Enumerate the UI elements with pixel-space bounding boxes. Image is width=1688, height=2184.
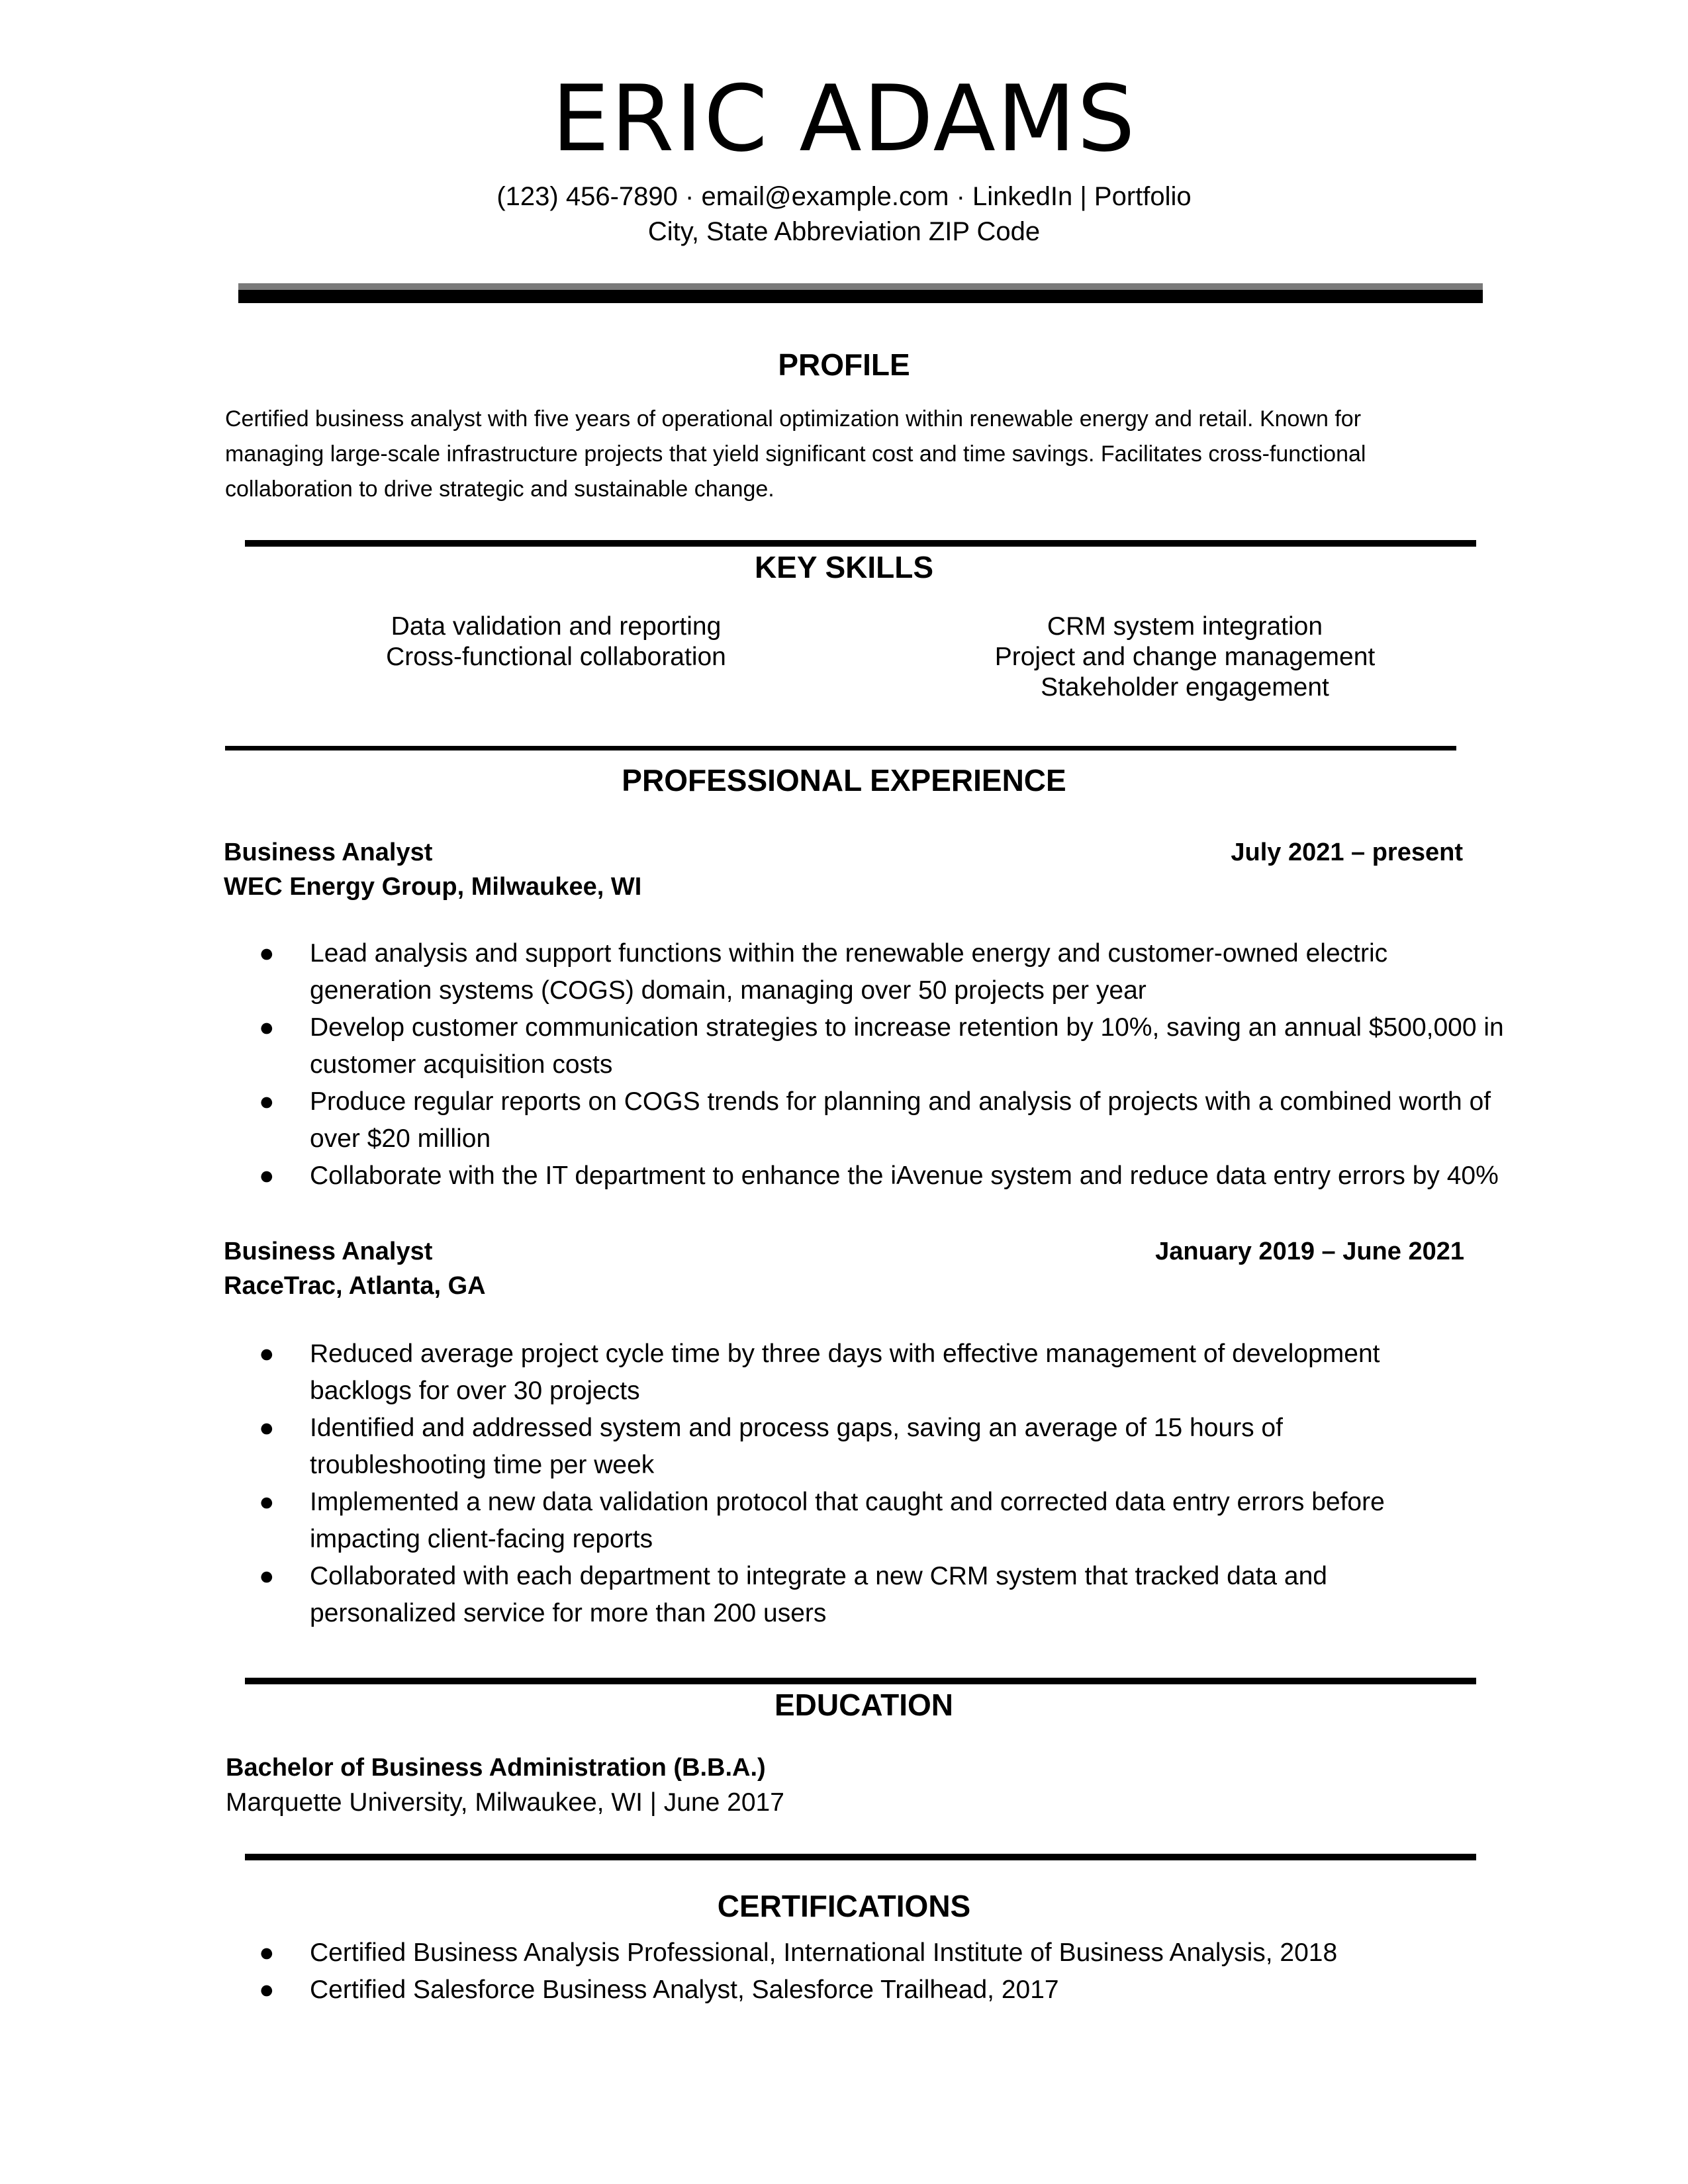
job-title: Business Analyst — [224, 839, 433, 866]
job-dates: January 2019 – June 2021 — [1155, 1238, 1464, 1265]
job-company: RaceTrac, Atlanta, GA — [224, 1272, 486, 1300]
experience-heading: PROFESSIONAL EXPERIENCE — [622, 763, 1066, 797]
profile-summary — [225, 402, 1470, 507]
profile-line: collaboration to drive strategic and sustainable change. — [225, 477, 774, 502]
profile-line: Certified business analyst with five years of operational optimization within renewable energy and retail. Known for — [225, 406, 1362, 432]
profile-heading: PROFILE — [778, 347, 910, 382]
experience-divider — [245, 1678, 1476, 1684]
certification-list — [224, 1934, 1534, 2009]
bullet-icon: ● — [259, 1087, 275, 1116]
skills-left-column — [291, 612, 821, 672]
skill-item: Project and change management — [994, 643, 1376, 671]
bullet-icon: ● — [259, 1161, 275, 1190]
education-divider — [245, 1854, 1476, 1860]
profile-divider — [245, 540, 1476, 547]
list-item: ● Produce regular reports on COGS trends for planning and analysis of projects with a combined worth of over $20 million — [224, 1083, 1534, 1158]
education-heading: EDUCATION — [774, 1688, 954, 1722]
contact-line: (123) 456-7890 · email@example.com · LinkedIn | Portfolio — [496, 182, 1192, 211]
bullet-icon: ● — [259, 1013, 275, 1042]
skill-item: Stakeholder engagement — [1041, 673, 1329, 702]
skills-right-column — [920, 612, 1450, 703]
skills-heading: KEY SKILLS — [754, 550, 934, 584]
skills-divider — [225, 746, 1456, 751]
job-dates: July 2021 – present — [1231, 839, 1463, 866]
skill-item: Data validation and reporting — [391, 612, 722, 641]
profile-line: managing large-scale infrastructure projects that yield significant cost and time savings. Facilitates cross-functional — [225, 441, 1366, 467]
education-school: Marquette University, Milwaukee, WI | June 2017 — [226, 1788, 784, 1817]
header-divider — [238, 283, 1483, 303]
bullet-icon: ● — [259, 1340, 275, 1368]
bullet-icon: ● — [259, 1938, 275, 1967]
bullet-icon: ● — [259, 1562, 275, 1590]
skill-item: CRM system integration — [1047, 612, 1323, 641]
job-company: WEC Energy Group, Milwaukee, WI — [224, 873, 642, 901]
job-title: Business Analyst — [224, 1238, 433, 1265]
list-item: ● Lead analysis and support functions within the renewable energy and customer-owned electric generation systems (COGS) domain, managing over 50 projects per year — [224, 935, 1534, 1009]
bullet-icon: ● — [259, 1976, 275, 2004]
list-item: ● Certified Business Analysis Professional, International Institute of Business Analysis, 2018 — [224, 1934, 1534, 1972]
job-bullets — [224, 1336, 1534, 1632]
education-degree: Bachelor of Business Administration (B.B.A.) — [226, 1754, 766, 1782]
candidate-name: ERIC ADAMS — [551, 66, 1137, 172]
address-line: City, State Abbreviation ZIP Code — [647, 217, 1041, 246]
certifications-heading: CERTIFICATIONS — [717, 1889, 971, 1923]
list-item: ● Certified Salesforce Business Analyst, Salesforce Trailhead, 2017 — [224, 1972, 1534, 2009]
bullet-icon: ● — [259, 939, 275, 968]
skill-item: Cross-functional collaboration — [386, 643, 726, 671]
bullet-icon: ● — [259, 1414, 275, 1442]
list-item: ● Identified and addressed system and process gaps, saving an average of 15 hours of troubleshooting time per week — [224, 1410, 1534, 1484]
list-item: ● Reduced average project cycle time by three days with effective management of development backlogs for over 30 projects — [224, 1336, 1534, 1410]
list-item: ● Collaborated with each department to integrate a new CRM system that tracked data and personalized service for more than 200 users — [224, 1558, 1534, 1632]
list-item: ● Develop customer communication strategies to increase retention by 10%, saving an annual $500,000 in customer acquisition costs — [224, 1009, 1534, 1083]
list-item: ● Collaborate with the IT department to enhance the iAvenue system and reduce data entry errors by 40% — [224, 1158, 1534, 1195]
job-bullets — [224, 935, 1534, 1195]
list-item: ● Implemented a new data validation protocol that caught and corrected data entry errors before impacting client-facing reports — [224, 1484, 1534, 1558]
bullet-icon: ● — [259, 1488, 275, 1516]
